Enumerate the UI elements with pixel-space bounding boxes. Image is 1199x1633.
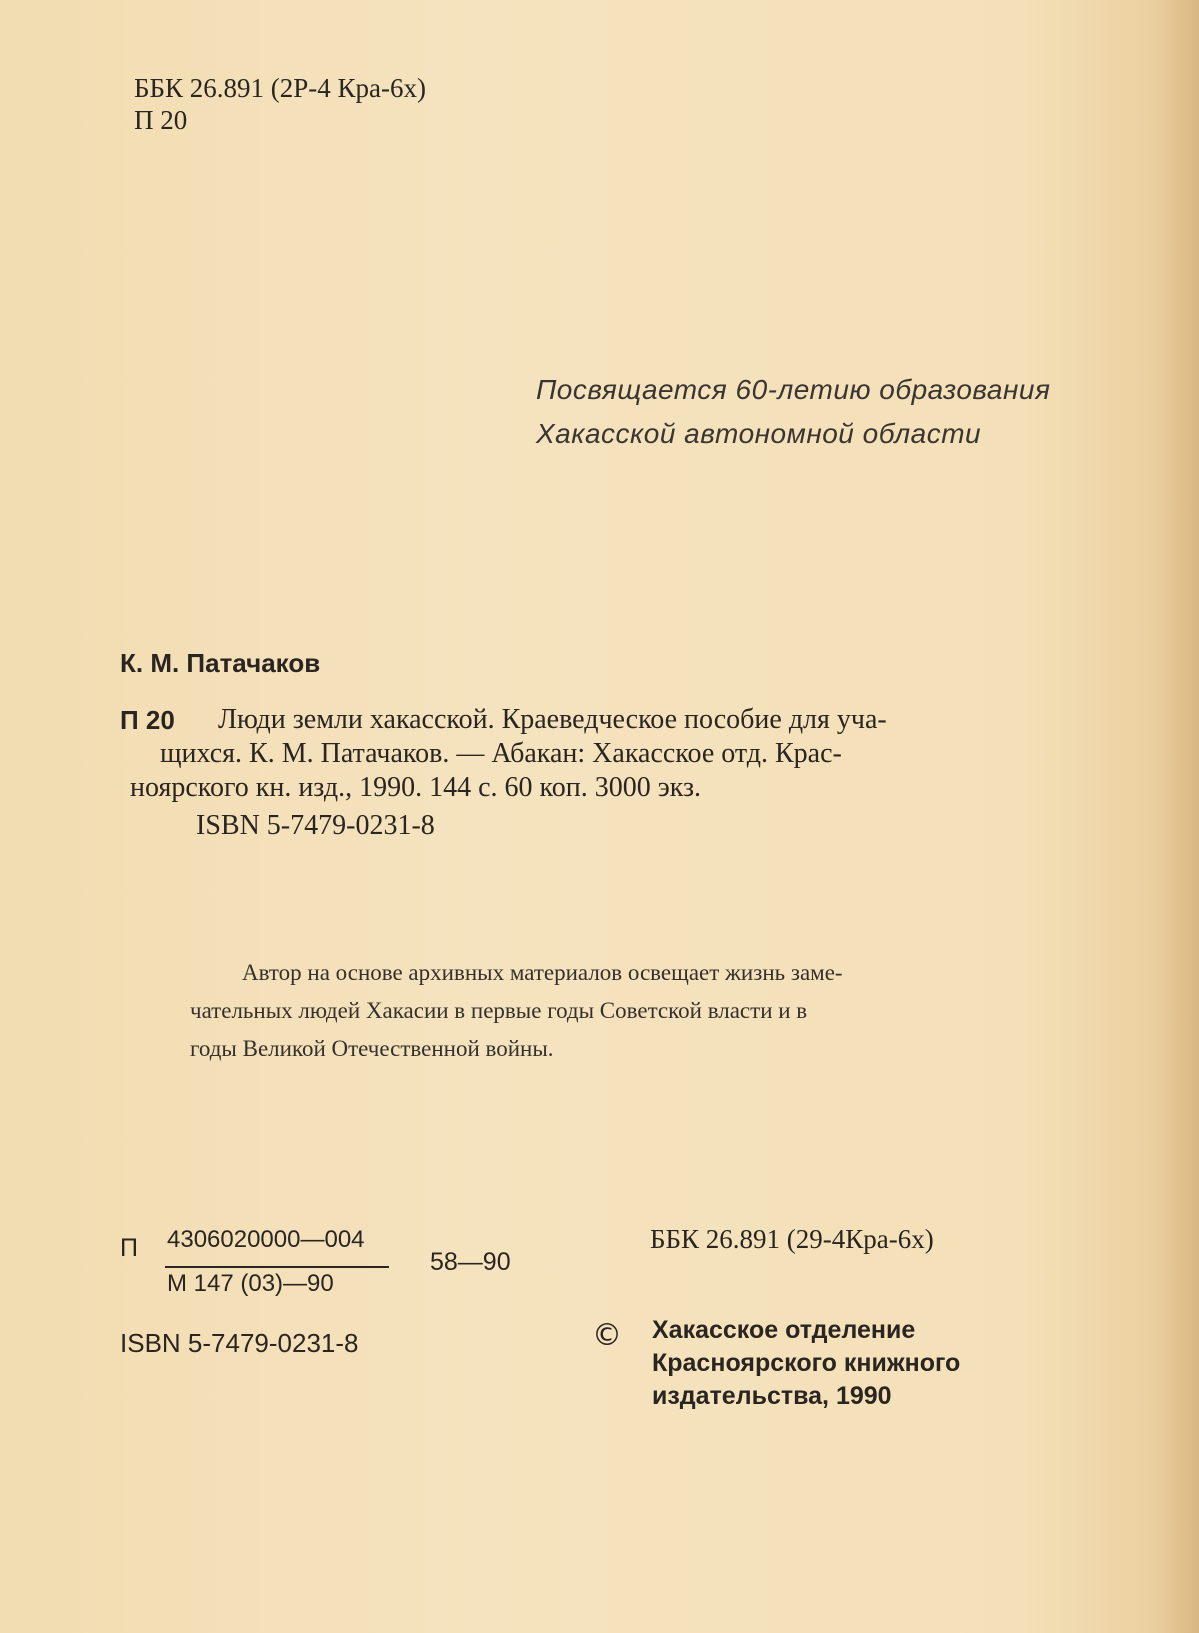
imprint-bbk: ББК 26.891 (29-4Кра-6х) [650, 1224, 934, 1254]
header-classification [134, 72, 426, 136]
publisher-line-2: Красноярского книжного [652, 1349, 961, 1377]
publisher [652, 1314, 960, 1413]
description-isbn: ISBN 5-7479-0231-8 [196, 810, 435, 841]
header-bbk: ББК 26.891 (2Р-4 Кра-6х) [134, 73, 426, 103]
copyright-icon: © [592, 1318, 622, 1353]
fraction-divider [165, 1266, 389, 1268]
header-code: П 20 [134, 105, 188, 135]
dedication-line-2: Хакасской автономной области [536, 418, 982, 449]
publisher-line-3: издательства, 1990 [652, 1382, 892, 1410]
description-line-3: ноярского кн. изд., 1990. 144 с. 60 коп. 3000 экз. [130, 772, 702, 803]
description-line-1: Люди земли хакасской. Краеведческое пособие для уча- [218, 704, 887, 735]
imprint-prefix: П [120, 1234, 138, 1262]
annotation-line-3: годы Великой Отечественной войны. [190, 1036, 554, 1061]
dedication [536, 368, 1050, 456]
annotation-line-2: чательных людей Хакасии в первые годы Советской власти и в [190, 998, 808, 1023]
description-line-2: щихся. К. М. Патачаков. — Абакан: Хакасское отд. Крас- [160, 738, 842, 769]
dedication-line-1: Посвящается 60-летию образования [536, 374, 1051, 405]
imprint-numerator: 4306020000—004 [167, 1226, 365, 1253]
publisher-line-1: Хакасское отделение [652, 1316, 916, 1344]
description-code: П 20 [120, 705, 175, 735]
imprint-isbn: ISBN 5-7479-0231-8 [120, 1328, 359, 1358]
page-edge-shadow [1159, 0, 1199, 1633]
annotation-line-1: Автор на основе архивных материалов освещает жизнь заме- [242, 960, 843, 985]
imprint-denominator: М 147 (03)—90 [167, 1270, 334, 1297]
annotation [190, 954, 1060, 1068]
author-name: К. М. Патачаков [120, 648, 321, 678]
imprint-order: 58—90 [430, 1248, 511, 1276]
